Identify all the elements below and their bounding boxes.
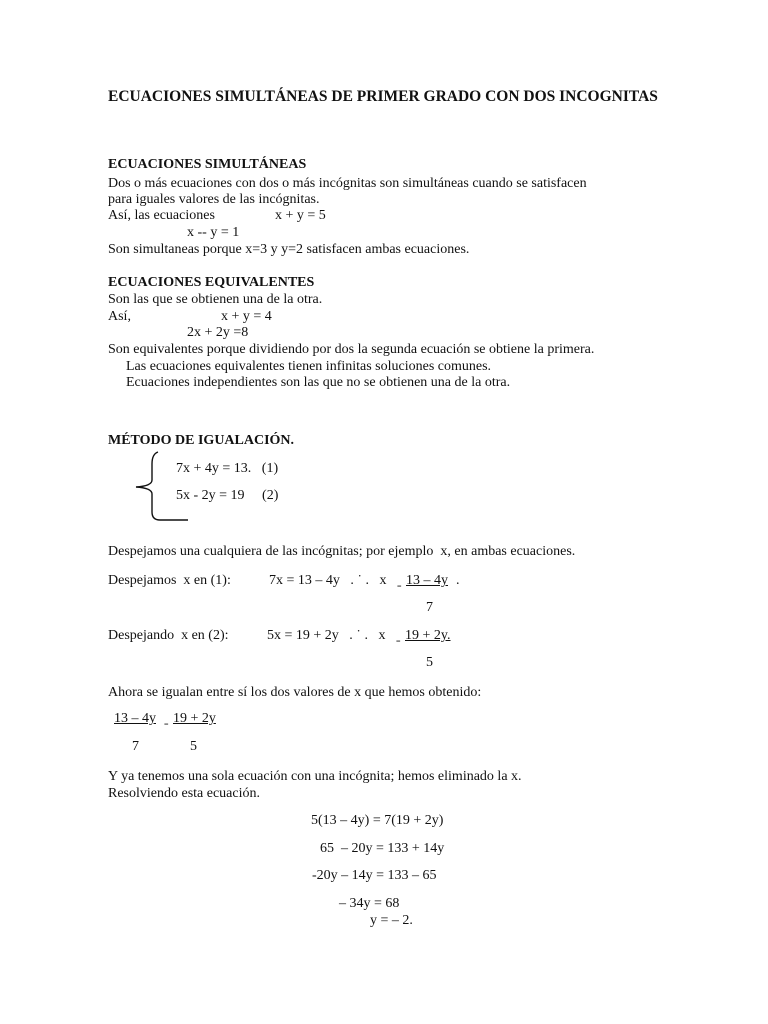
solution-step: 5(13 – 4y) = 7(19 + 2y)	[311, 813, 444, 828]
paragraph-line: Dos o más ecuaciones con dos o más incógnitas son simultáneas cuando se satisfacen	[108, 176, 587, 191]
despeje-equation-1: 7x = 13 – 4y . ˙ . x	[269, 573, 387, 588]
fraction-numerator: 19 + 2y	[173, 711, 216, 726]
despeje-label-1: Despejamos x en (1):	[108, 573, 231, 588]
fraction-numerator: 13 – 4y	[406, 573, 448, 588]
equals-sign-small: =	[164, 720, 169, 729]
equation: x + y = 4	[221, 309, 272, 324]
equals-sign-small: =	[397, 582, 402, 591]
paragraph-line: Así,	[108, 309, 131, 324]
solution-step: 65 – 20y = 133 + 14y	[320, 841, 445, 856]
paragraph-line: para iguales valores de las incógnitas.	[108, 192, 320, 207]
paragraph-line: Las ecuaciones equivalentes tienen infinitas soluciones comunes.	[126, 359, 492, 374]
paragraph-line: Ecuaciones independientes son las que no se obtienen una de la otra.	[126, 375, 511, 390]
system-equation-2: 5x - 2y = 19 (2)	[176, 488, 279, 503]
despeje-label-2: Despejando x en (2):	[108, 628, 229, 643]
paragraph-line: Y ya tenemos una sola ecuación con una incógnita; hemos eliminado la x.	[108, 769, 522, 784]
fraction-numerator: 13 – 4y	[114, 711, 156, 726]
solution-step: -20y – 14y = 133 – 65	[312, 868, 437, 883]
fraction-numerator: 19 + 2y.	[405, 628, 451, 643]
solution-step: – 34y = 68	[339, 896, 400, 911]
fraction-denominator: 7	[426, 600, 433, 615]
equation: 2x + 2y =8	[187, 325, 249, 340]
solution-step: y = – 2.	[370, 913, 413, 928]
fraction-denominator: 5	[190, 739, 197, 754]
paragraph-line: Así, las ecuaciones	[108, 208, 215, 223]
paragraph-line: Ahora se igualan entre sí los dos valores de x que hemos obtenido:	[108, 685, 482, 700]
paragraph-line: Son equivalentes porque dividiendo por dos la segunda ecuación se obtiene la primera.	[108, 342, 595, 357]
paragraph-line: Son simultaneas porque x=3 y y=2 satisfacen ambas ecuaciones.	[108, 242, 470, 257]
fraction-dot: .	[456, 573, 460, 588]
fraction-denominator: 7	[132, 739, 139, 754]
equation: x + y = 5	[275, 208, 326, 223]
equation: x -- y = 1	[187, 225, 240, 240]
fraction-denominator: 5	[426, 655, 433, 670]
paragraph-line: Despejamos una cualquiera de las incógnitas; por ejemplo x, en ambas ecuaciones.	[108, 544, 576, 559]
despeje-equation-2: 5x = 19 + 2y . ˙ . x	[267, 628, 386, 643]
paragraph-line: Son las que se obtienen una de la otra.	[108, 292, 323, 307]
section-heading-igualacion: MÉTODO DE IGUALACIÓN.	[108, 433, 295, 448]
page-title: ECUACIONES SIMULTÁNEAS DE PRIMER GRADO CON DOS INCOGNITAS	[108, 88, 658, 105]
paragraph-line: Resolviendo esta ecuación.	[108, 786, 261, 801]
system-equation-1: 7x + 4y = 13. (1)	[176, 461, 279, 476]
section-heading-equivalentes: ECUACIONES EQUIVALENTES	[108, 275, 315, 290]
section-heading-simultaneas: ECUACIONES SIMULTÁNEAS	[108, 157, 307, 172]
equals-sign-small: =	[396, 637, 401, 646]
